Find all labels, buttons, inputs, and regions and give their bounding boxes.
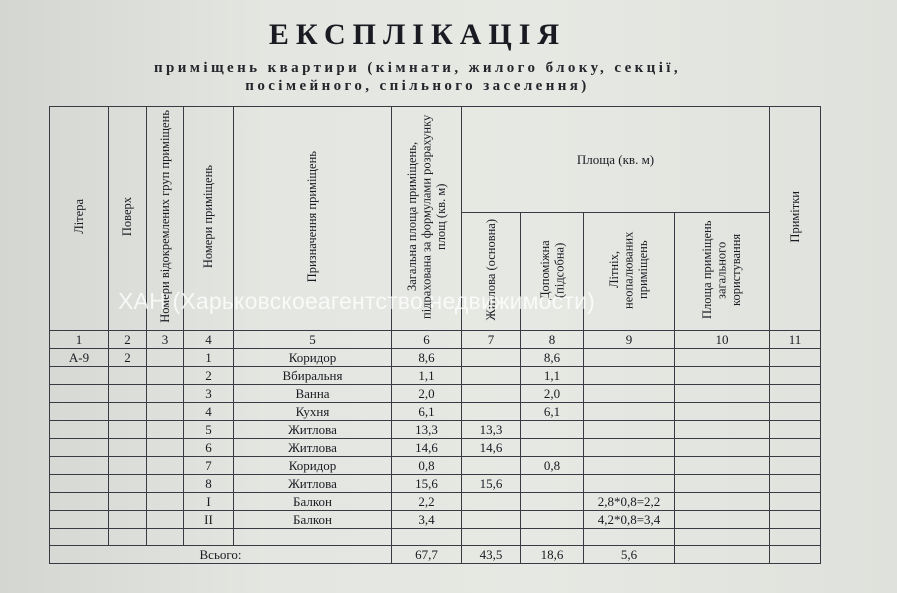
cell-litera [50, 475, 109, 493]
cell-auxiliary [521, 493, 584, 511]
cell-poverkh [109, 385, 147, 403]
cell-total-area: 15,6 [392, 475, 462, 493]
cell-summer: 2,8*0,8=2,2 [584, 493, 675, 511]
cell-summer [584, 403, 675, 421]
cell-living [462, 493, 521, 511]
column-number-row [50, 331, 821, 349]
cell-group [147, 511, 184, 529]
cell-common [675, 385, 770, 403]
cell-room-number: 2 [184, 367, 234, 385]
document-subtitle-line-2: посімейного, спільного заселення) [245, 78, 590, 94]
cell-living [462, 349, 521, 367]
cell-auxiliary: 0,8 [521, 457, 584, 475]
cell-summer [584, 385, 675, 403]
cell-summer [584, 349, 675, 367]
cell-purpose: Коридор [234, 457, 392, 475]
cell-auxiliary: 1,1 [521, 367, 584, 385]
cell-common [675, 403, 770, 421]
cell-litera [50, 457, 109, 475]
cell-group [147, 349, 184, 367]
cell-notes [770, 457, 821, 475]
cell-notes [770, 421, 821, 439]
explication-table [49, 106, 821, 564]
header-poverkh: Поверх [109, 107, 147, 331]
cell-living [462, 367, 521, 385]
cell-purpose: Житлова [234, 439, 392, 457]
table-row [50, 421, 821, 439]
cell-poverkh [109, 421, 147, 439]
column-number: 7 [462, 331, 521, 349]
cell-common [675, 511, 770, 529]
table-row [50, 385, 821, 403]
cell-total-area: 6,1 [392, 403, 462, 421]
totals-living: 43,5 [462, 546, 521, 564]
cell-auxiliary: 2,0 [521, 385, 584, 403]
table-row [50, 367, 821, 385]
cell-purpose: Житлова [234, 475, 392, 493]
cell-group [147, 439, 184, 457]
header-group-numbers: Номери відокремлених груп приміщень [147, 107, 184, 331]
cell-summer [584, 367, 675, 385]
cell-summer: 4,2*0,8=3,4 [584, 511, 675, 529]
cell-room-number: 3 [184, 385, 234, 403]
cell-poverkh [109, 439, 147, 457]
cell-litera [50, 403, 109, 421]
cell-litera: А-9 [50, 349, 109, 367]
cell-total-area: 3,4 [392, 511, 462, 529]
header-area-group: Площа (кв. м) [462, 107, 770, 213]
cell-purpose: Коридор [234, 349, 392, 367]
cell-poverkh [109, 511, 147, 529]
cell-poverkh [109, 367, 147, 385]
cell-summer [584, 457, 675, 475]
cell-auxiliary: 6,1 [521, 403, 584, 421]
table-row [50, 439, 821, 457]
cell-poverkh [109, 457, 147, 475]
totals-common [675, 546, 770, 564]
column-number: 4 [184, 331, 234, 349]
cell-living: 14,6 [462, 439, 521, 457]
cell-litera [50, 421, 109, 439]
cell-living [462, 457, 521, 475]
cell-litera [50, 439, 109, 457]
table-header-row [50, 107, 821, 213]
cell-common [675, 457, 770, 475]
cell-group [147, 385, 184, 403]
cell-purpose: Балкон [234, 511, 392, 529]
cell-room-number: 6 [184, 439, 234, 457]
cell-notes [770, 475, 821, 493]
cell-total-area: 2,2 [392, 493, 462, 511]
cell-poverkh: 2 [109, 349, 147, 367]
cell-summer [584, 475, 675, 493]
cell-total-area: 14,6 [392, 439, 462, 457]
table-row [50, 511, 821, 529]
header-purpose: Призначення приміщень [234, 107, 392, 331]
cell-group [147, 421, 184, 439]
cell-summer [584, 421, 675, 439]
totals-auxiliary: 18,6 [521, 546, 584, 564]
cell-litera [50, 493, 109, 511]
cell-common [675, 475, 770, 493]
header-litera: Літера [50, 107, 109, 331]
cell-living [462, 385, 521, 403]
column-number: 8 [521, 331, 584, 349]
cell-auxiliary: 8,6 [521, 349, 584, 367]
cell-auxiliary [521, 511, 584, 529]
cell-total-area: 0,8 [392, 457, 462, 475]
cell-total-area: 13,3 [392, 421, 462, 439]
column-number: 3 [147, 331, 184, 349]
column-number: 1 [50, 331, 109, 349]
column-number: 10 [675, 331, 770, 349]
totals-total-area: 67,7 [392, 546, 462, 564]
header-total-area: Загальна площа приміщень, підрахована за формулами розрахунку площ (кв. м) [392, 107, 462, 331]
header-notes: Примітки [770, 107, 821, 331]
table-row [50, 349, 821, 367]
cell-notes [770, 439, 821, 457]
column-number: 9 [584, 331, 675, 349]
cell-group [147, 457, 184, 475]
column-number: 2 [109, 331, 147, 349]
header-living: Житлова (основна) [462, 213, 521, 331]
cell-purpose: Ванна [234, 385, 392, 403]
header-common: Площа приміщень загального користування [675, 213, 770, 331]
cell-group [147, 475, 184, 493]
cell-notes [770, 349, 821, 367]
cell-living [462, 403, 521, 421]
cell-room-number: 4 [184, 403, 234, 421]
cell-notes [770, 385, 821, 403]
table-row [50, 475, 821, 493]
cell-room-number: 7 [184, 457, 234, 475]
cell-purpose: Балкон [234, 493, 392, 511]
cell-auxiliary [521, 421, 584, 439]
cell-room-number: 5 [184, 421, 234, 439]
table-row [50, 457, 821, 475]
cell-room-number: 8 [184, 475, 234, 493]
cell-common [675, 367, 770, 385]
cell-living [462, 511, 521, 529]
cell-summer [584, 439, 675, 457]
table-body [50, 349, 821, 529]
cell-room-number: II [184, 511, 234, 529]
document-subtitle-line-1: приміщень квартири (кімнати, жилого блоку, секції, [153, 60, 682, 76]
cell-total-area: 8,6 [392, 349, 462, 367]
cell-living: 15,6 [462, 475, 521, 493]
document-title: ЕКСПЛІКАЦІЯ [268, 18, 567, 51]
cell-notes [770, 493, 821, 511]
cell-purpose: Житлова [234, 421, 392, 439]
cell-auxiliary [521, 439, 584, 457]
table-row [50, 403, 821, 421]
column-number: 11 [770, 331, 821, 349]
cell-litera [50, 367, 109, 385]
cell-purpose: Кухня [234, 403, 392, 421]
column-number: 5 [234, 331, 392, 349]
cell-total-area: 1,1 [392, 367, 462, 385]
cell-poverkh [109, 493, 147, 511]
header-auxiliary: Допоміжна (підсобна) [521, 213, 584, 331]
cell-notes [770, 403, 821, 421]
cell-group [147, 367, 184, 385]
totals-label: Всього: [50, 546, 392, 564]
watermark: ХАН (Харьковскоеагентство недвижимости) [118, 288, 595, 314]
header-summer: Літніх, неопалюваних приміщень [584, 213, 675, 331]
cell-total-area: 2,0 [392, 385, 462, 403]
cell-poverkh [109, 403, 147, 421]
cell-group [147, 493, 184, 511]
column-number: 6 [392, 331, 462, 349]
cell-notes [770, 367, 821, 385]
cell-litera [50, 511, 109, 529]
cell-litera [50, 385, 109, 403]
header-room-numbers: Номери приміщень [184, 107, 234, 331]
cell-room-number: 1 [184, 349, 234, 367]
cell-group [147, 403, 184, 421]
table-row [50, 493, 821, 511]
totals-notes [770, 546, 821, 564]
cell-notes [770, 511, 821, 529]
cell-poverkh [109, 475, 147, 493]
blank-row [50, 529, 821, 546]
totals-row [50, 546, 821, 564]
cell-common [675, 421, 770, 439]
cell-room-number: I [184, 493, 234, 511]
cell-common [675, 493, 770, 511]
cell-purpose: Вбиральня [234, 367, 392, 385]
cell-common [675, 349, 770, 367]
cell-common [675, 439, 770, 457]
cell-living: 13,3 [462, 421, 521, 439]
cell-auxiliary [521, 475, 584, 493]
totals-summer: 5,6 [584, 546, 675, 564]
